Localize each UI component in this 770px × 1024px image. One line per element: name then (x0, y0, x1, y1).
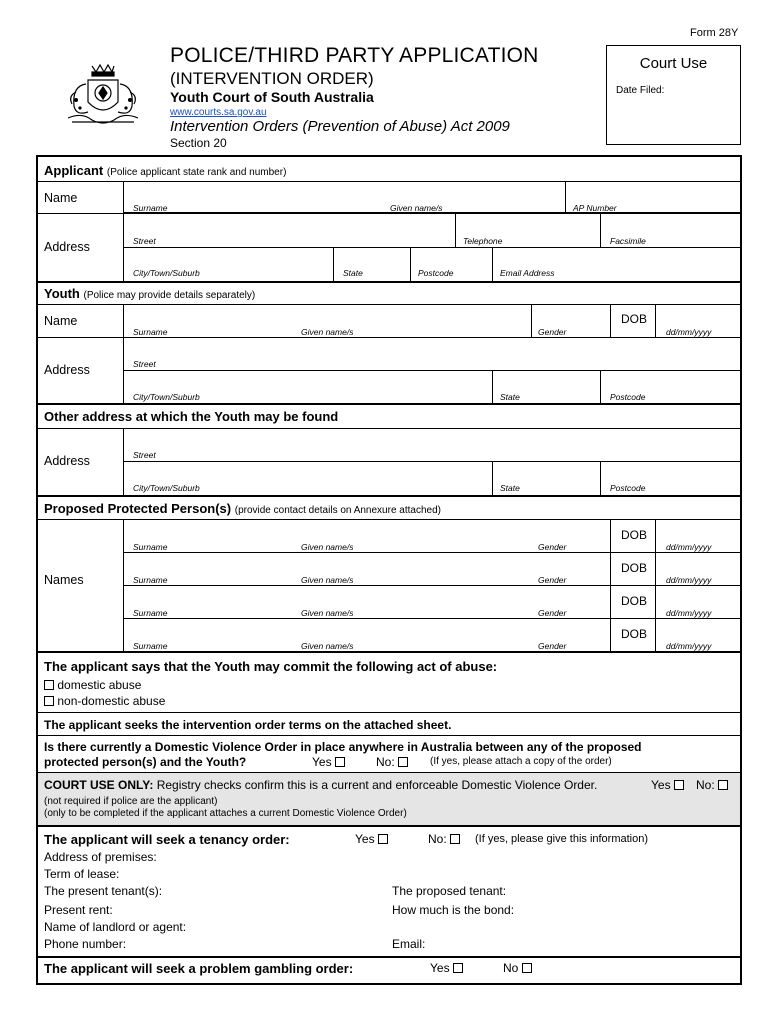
protected-2-given-names-field[interactable]: Given name/s (301, 575, 354, 585)
court-use-note1: (not required if police are the applicant) (44, 796, 218, 807)
applicant-name-label: Name (44, 191, 78, 205)
section-ref: Section 20 (170, 136, 227, 150)
protected-4-surname-field[interactable]: Surname (133, 641, 168, 651)
protected-heading-text: Proposed Protected Person(s) (44, 501, 232, 516)
terms-text: The applicant seeks the intervention order terms on the attached sheet. (44, 718, 452, 732)
protected-2-gender-field[interactable]: Gender (538, 575, 567, 585)
protected-3-given-names-field[interactable]: Given name/s (301, 608, 354, 618)
applicant-state-field[interactable]: State (343, 268, 363, 278)
youth-city-field[interactable]: City/Town/Suburb (133, 392, 200, 402)
youth-state-field[interactable]: State (500, 392, 520, 402)
landlord-field[interactable]: Name of landlord or agent: (44, 920, 187, 934)
gambling-no-option[interactable] (503, 961, 532, 975)
other-postcode-field[interactable]: Postcode (610, 483, 646, 493)
court-use-box (606, 45, 741, 145)
tenancy-no-option[interactable] (428, 832, 460, 846)
tenancy-note: (If yes, please give this information) (475, 833, 649, 845)
applicant-postcode-field[interactable]: Postcode (418, 268, 454, 278)
bond-field[interactable]: How much is the bond: (392, 903, 515, 917)
protected-2-surname-field[interactable]: Surname (133, 575, 168, 585)
dvo-note: (If yes, please attach a copy of the order) (430, 756, 612, 767)
protected-2-dob-label: DOB (621, 561, 648, 575)
youth-postcode-field[interactable]: Postcode (610, 392, 646, 402)
email-field[interactable]: Email: (392, 937, 426, 951)
protected-3-dob-field[interactable]: dd/mm/yyyy (666, 608, 712, 618)
other-address-heading: Other address at which the Youth may be found (44, 409, 339, 424)
protected-4-dob-label: DOB (621, 627, 648, 641)
protected-note: (provide contact details on Annexure attached) (234, 505, 441, 516)
proposed-tenant-field[interactable]: The proposed tenant: (392, 884, 507, 898)
applicant-city-field[interactable]: City/Town/Suburb (133, 268, 200, 278)
rent-field[interactable]: Present rent: (44, 903, 113, 917)
applicant-street-field[interactable]: Street (133, 236, 156, 246)
protected-names-label: Names (44, 573, 84, 587)
gambling-yes-option[interactable] (430, 961, 463, 975)
youth-surname-field[interactable]: Surname (133, 327, 168, 337)
youth-gender-field[interactable]: Gender (538, 327, 567, 337)
applicant-telephone-field[interactable]: Telephone (463, 236, 503, 246)
form-subtitle: (INTERVENTION ORDER) (170, 69, 374, 88)
youth-heading-text: Youth (44, 286, 80, 301)
tenancy-heading: The applicant will seek a tenancy order: (44, 832, 290, 847)
protected-1-given-names-field[interactable]: Given name/s (301, 542, 354, 552)
tenancy-yes-label: Yes (355, 832, 375, 846)
protected-4-given-names-field[interactable]: Given name/s (301, 641, 354, 651)
dvo-no-label: No: (376, 755, 395, 769)
protected-1-dob-label: DOB (621, 528, 648, 542)
dvo-no-option[interactable] (376, 755, 408, 769)
protected-heading (44, 501, 441, 516)
tenancy-yes-checkbox[interactable] (378, 834, 388, 844)
abuse-heading: The applicant says that the Youth may commit the following act of abuse: (44, 659, 498, 674)
premises-field[interactable]: Address of premises: (44, 850, 157, 864)
gambling-heading: The applicant will seek a problem gambling order: (44, 961, 354, 976)
applicant-email-field[interactable]: Email Address (500, 268, 555, 278)
court-website-link[interactable]: www.courts.sa.gov.au (170, 107, 267, 118)
youth-dob-field[interactable]: dd/mm/yyyy (666, 327, 712, 337)
tenancy-no-label: No: (428, 832, 447, 846)
dvo-no-checkbox[interactable] (398, 757, 408, 767)
protected-1-gender-field[interactable]: Gender (538, 542, 567, 552)
phone-field[interactable]: Phone number: (44, 937, 127, 951)
youth-given-names-field[interactable]: Given name/s (301, 327, 354, 337)
applicant-heading (44, 163, 286, 178)
youth-name-label: Name (44, 314, 78, 328)
other-city-field[interactable]: City/Town/Suburb (133, 483, 200, 493)
act-name: Intervention Orders (Prevention of Abuse) Act 2009 (170, 118, 510, 135)
gambling-no-checkbox[interactable] (522, 963, 532, 973)
present-tenants-field[interactable]: The present tenant(s): (44, 884, 163, 898)
protected-2-dob-field[interactable]: dd/mm/yyyy (666, 575, 712, 585)
youth-heading (44, 286, 255, 301)
other-state-field[interactable]: State (500, 483, 520, 493)
non-domestic-abuse-checkbox[interactable] (44, 696, 54, 706)
gambling-no-label: No (503, 961, 519, 975)
protected-1-surname-field[interactable]: Surname (133, 542, 168, 552)
tenancy-yes-option[interactable] (355, 832, 388, 846)
form-number: Form 28Y (690, 27, 739, 39)
court-use-note2: (only to be completed if the applicant attaches a current Domestic Violence Order) (44, 808, 407, 819)
court-no-checkbox[interactable] (718, 780, 728, 790)
applicant-heading-text: Applicant (44, 163, 104, 178)
court-name: Youth Court of South Australia (170, 89, 374, 105)
court-no-label: No: (696, 778, 715, 792)
non-domestic-abuse-option[interactable] (44, 694, 165, 708)
dvo-yes-label: Yes (312, 755, 332, 769)
gambling-yes-label: Yes (430, 961, 450, 975)
court-use-only-label: COURT USE ONLY: (44, 778, 154, 792)
dvo-yes-checkbox[interactable] (335, 757, 345, 767)
tenancy-no-checkbox[interactable] (450, 834, 460, 844)
domestic-abuse-label: domestic abuse (57, 678, 142, 692)
coat-of-arms-icon (62, 62, 142, 132)
non-domestic-abuse-label: non-domestic abuse (57, 694, 166, 708)
other-street-field[interactable]: Street (133, 450, 156, 460)
court-yes-option[interactable] (651, 778, 684, 792)
court-yes-checkbox[interactable] (674, 780, 684, 790)
dvo-yes-option[interactable] (312, 755, 345, 769)
youth-note: (Police may provide details separately) (83, 290, 256, 301)
youth-dob-label: DOB (621, 312, 648, 326)
court-use-title: Court Use (639, 55, 708, 72)
dvo-question-line1: Is there currently a Domestic Violence Order in place anywhere in Australia between any of the proposed (44, 740, 642, 754)
lease-field[interactable]: Term of lease: (44, 867, 120, 881)
domestic-abuse-checkbox[interactable] (44, 680, 54, 690)
domestic-abuse-option[interactable] (44, 678, 141, 692)
youth-street-field[interactable]: Street (133, 359, 156, 369)
court-use-only-statement: Registry checks confirm this is a current and enforceable Domestic Violence Order. (156, 778, 598, 792)
protected-1-dob-field[interactable]: dd/mm/yyyy (666, 542, 712, 552)
applicant-facsimile-field[interactable]: Facsimile (610, 236, 646, 246)
youth-address-label: Address (44, 363, 90, 377)
protected-4-dob-field[interactable]: dd/mm/yyyy (666, 641, 712, 651)
dvo-question-line2: protected person(s) and the Youth? (44, 755, 247, 769)
court-no-option[interactable] (696, 778, 728, 792)
applicant-ap-number-field[interactable]: AP Number (573, 203, 617, 213)
protected-3-surname-field[interactable]: Surname (133, 608, 168, 618)
court-yes-label: Yes (651, 778, 671, 792)
protected-4-gender-field[interactable]: Gender (538, 641, 567, 651)
applicant-address-label: Address (44, 240, 90, 254)
protected-3-gender-field[interactable]: Gender (538, 608, 567, 618)
applicant-surname-field[interactable]: Surname (133, 203, 168, 213)
other-address-label: Address (44, 454, 90, 468)
court-use-only-text (44, 778, 597, 792)
gambling-yes-checkbox[interactable] (453, 963, 463, 973)
form-title: POLICE/THIRD PARTY APPLICATION (170, 44, 539, 67)
applicant-given-names-field[interactable]: Given name/s (390, 203, 443, 213)
applicant-note: (Police applicant state rank and number) (106, 167, 287, 178)
date-filed-label: Date Filed: (616, 85, 665, 96)
protected-3-dob-label: DOB (621, 594, 648, 608)
